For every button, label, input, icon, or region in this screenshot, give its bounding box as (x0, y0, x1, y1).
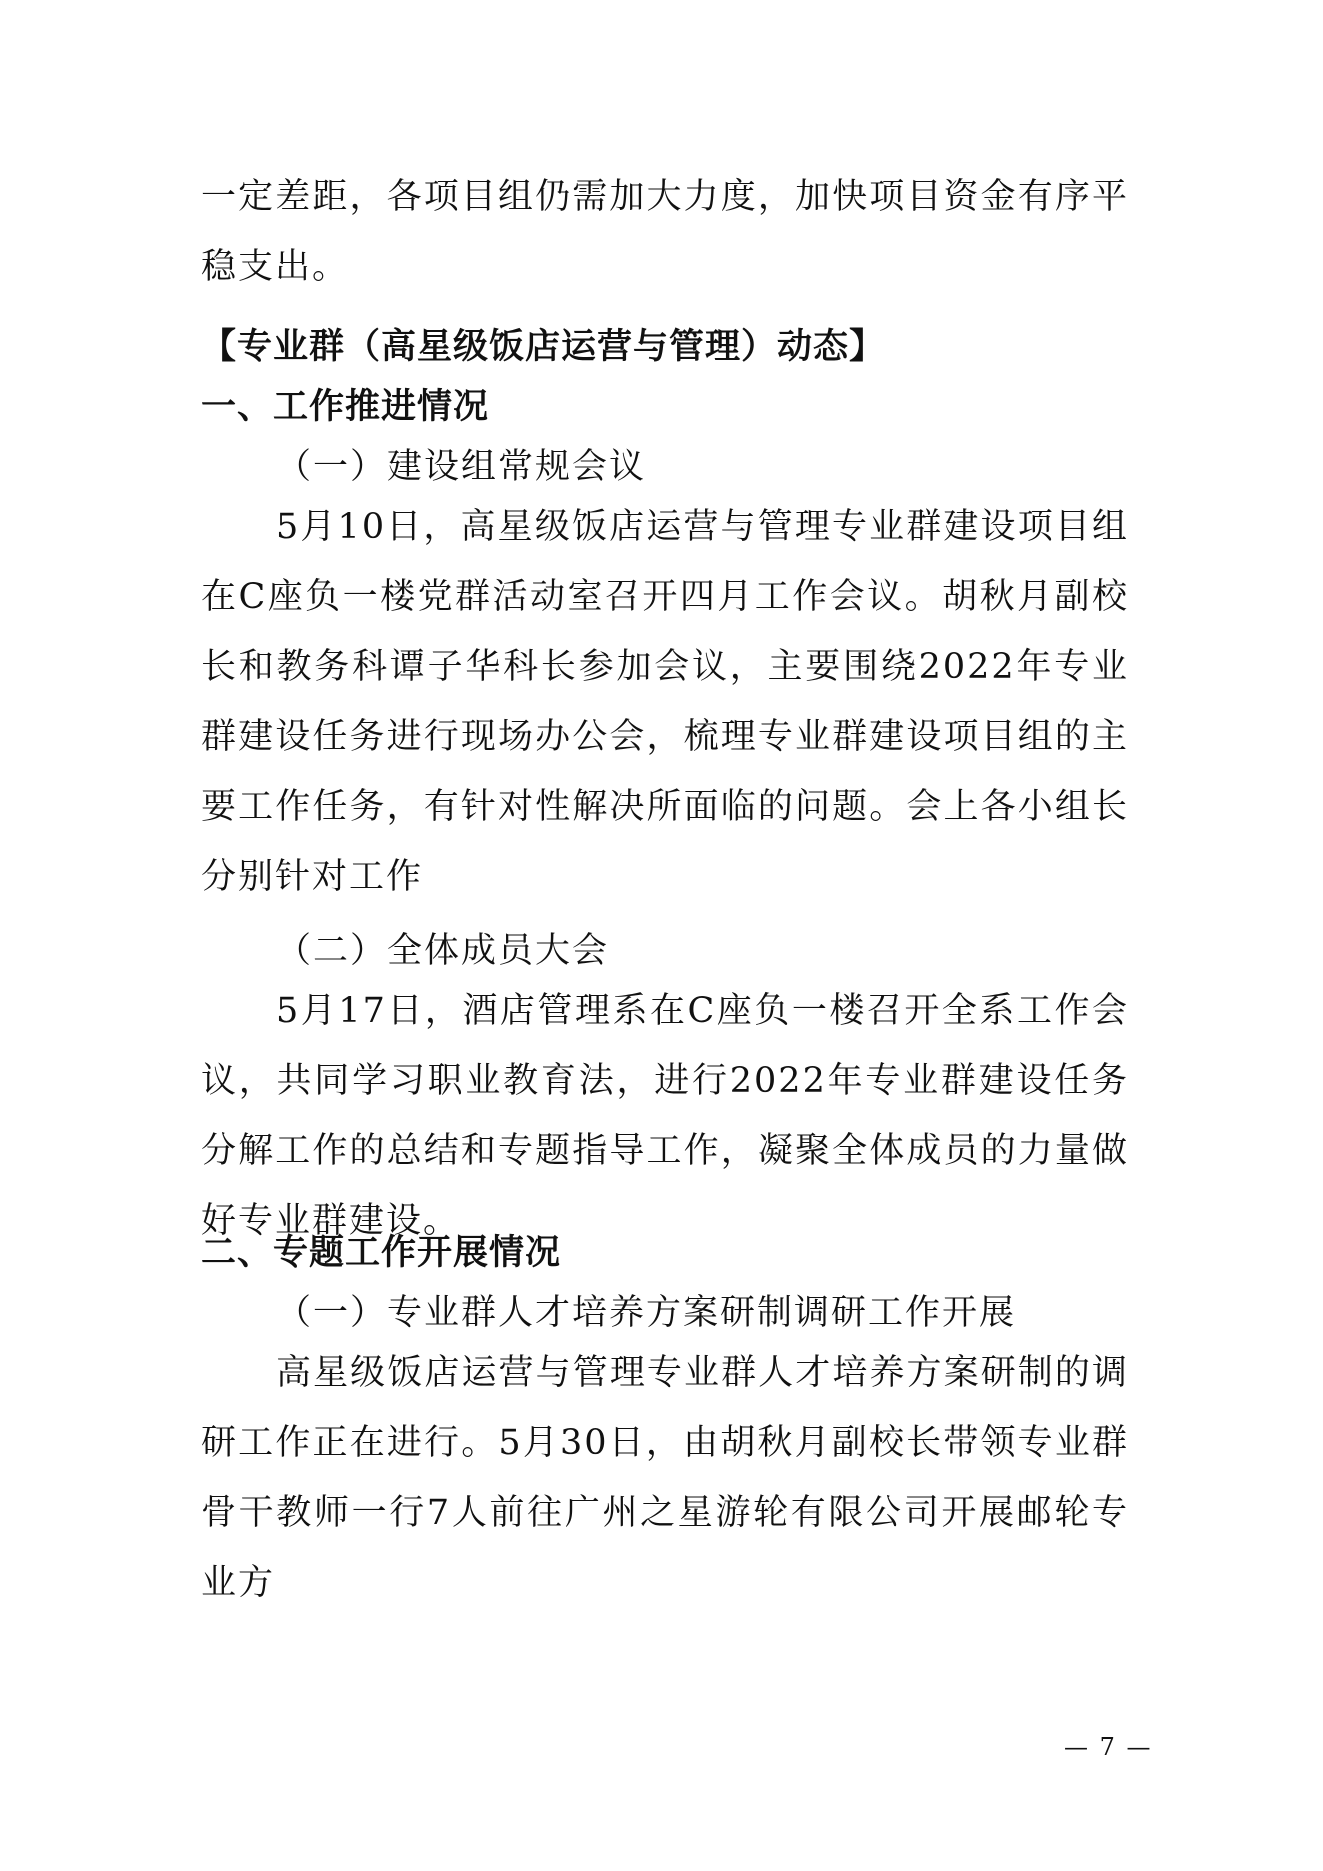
paragraph-funding-conclusion: 一定差距，各项目组仍需加大力度，加快项目资金有序平稳支出。 (201, 177, 1129, 287)
paragraph-all-members-meeting: 5月17日，酒店管理系在C座负一楼召开全系工作会议，共同学习职业教育法，进行2022年专业群建设任务分解工作的总结和专题指导工作，凝聚全体成员的力量做好专业群建设。 (201, 991, 1129, 1241)
subheading-all-members-meeting: （二）全体成员大会 (276, 931, 610, 971)
page-number: — 7 — (1064, 1733, 1153, 1761)
paragraph-talent-training-research: 高星级饭店运营与管理专业群人才培养方案研制的调研工作正在进行。5月30日，由胡秋月副校长带领专业群骨干教师一行7人前往广州之星游轮有限公司开展邮轮专业方 (201, 1353, 1129, 1603)
paragraph-regular-meeting: 5月10日，高星级饭店运营与管理专业群建设项目组在C座负一楼党群活动室召开四月工作会议。胡秋月副校长和教务科谭子华科长参加会议，主要围绕2022年专业群建设任务进行现场办公会，梳理专业群建设项目组的主要工作任务，有针对性解决所面临的问题。会上各小组长分别针对工作 (201, 507, 1129, 897)
subheading-talent-training-research: （一）专业群人才培养方案研制调研工作开展 (276, 1293, 1017, 1333)
subheading-regular-meeting: （一）建设组常规会议 (276, 447, 647, 487)
section-title: 【专业群（高星级饭店运营与管理）动态】 (201, 327, 886, 367)
heading-special-work: 二、专题工作开展情况 (201, 1233, 562, 1273)
heading-work-progress: 一、工作推进情况 (201, 387, 490, 427)
